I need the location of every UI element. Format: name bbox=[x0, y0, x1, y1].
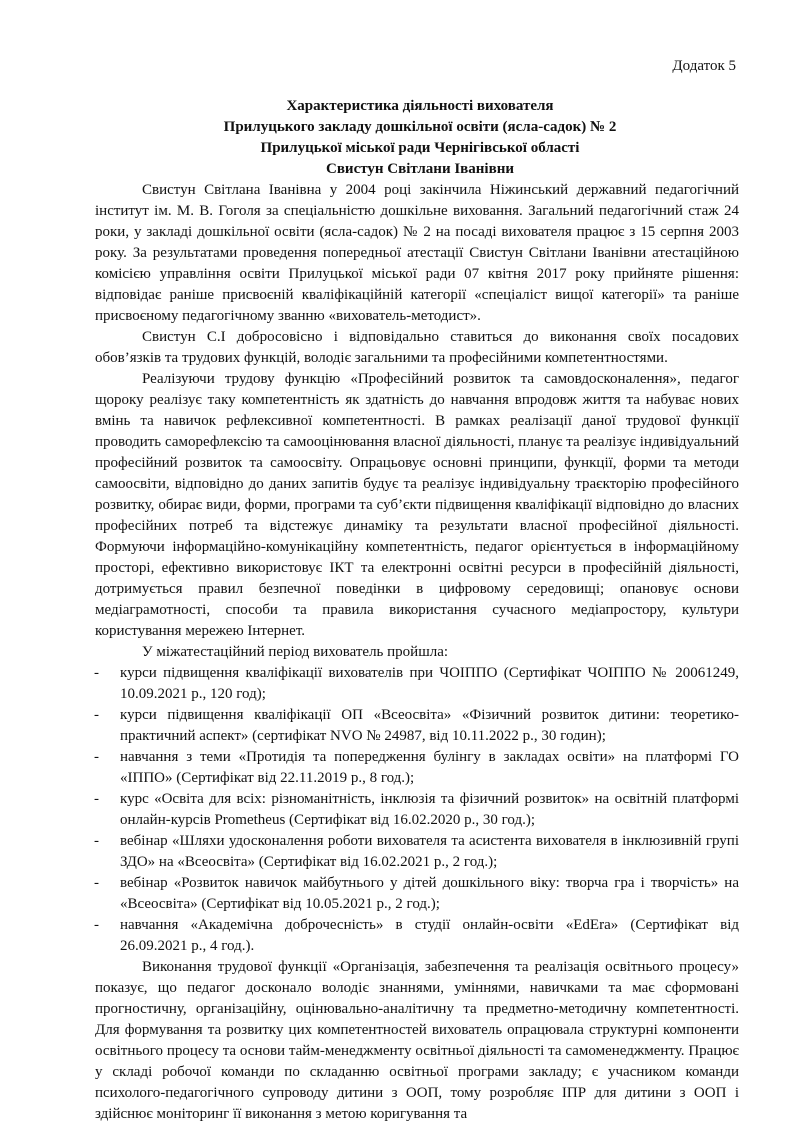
list-marker: - bbox=[94, 665, 99, 681]
list-item-text: навчання «Академічна доброчесність» в студії онлайн-освіти «EdEra» (Сертифікат від 26.09.2021 р., 4 год.). bbox=[120, 917, 739, 954]
list-marker: - bbox=[94, 707, 99, 723]
list-item-text: вебінар «Розвиток навичок майбутнього у дітей дошкільного віку: творча гра і творчість» на «Всеосвіта» (Сертифікат від 10.05.2021 р., 2 год.); bbox=[120, 875, 739, 912]
list-item bbox=[95, 663, 739, 705]
document-title bbox=[100, 96, 740, 180]
list-item-text: курси підвищення кваліфікації вихователів при ЧОІППО (Сертифікат ЧОІППО № 20061249, 10.09.2021 р., 120 год); bbox=[120, 665, 739, 702]
paragraph: Виконання трудової функції «Організація, забезпечення та реалізація освітнього процесу» показує, що педагог досконало володіє знаннями, уміннями, навичками та має сформовані прогностичну, організаційну, оцінювально-аналітичну та предметно-методичну компетентності. Для формування та розвитку цих компетентностей вихователь опрацювала структурні компоненти освітнього процесу та основи тайм-менеджменту освітньої діяльності та самоменеджменту. Працює у складі робочої команди по складанню освітньої програми закладу; є учасником команди психолого-педагогічного супроводу дитини з ООП, тому розробляє ІПР для дитини з ООП і здійснює моніторинг її виконання з метою коригування та bbox=[95, 959, 739, 1122]
paragraph: У міжатестаційний період вихователь пройшла: bbox=[142, 644, 449, 660]
training-list bbox=[95, 663, 739, 957]
paragraph: Свистун С.І добросовісно і відповідально ставиться до виконання своїх посадових обов’язків та трудових функцій, володіє загальними та професійними компетентностями. bbox=[95, 329, 739, 366]
title-line: Характеристика діяльності вихователя bbox=[286, 98, 554, 114]
list-item-text: курс «Освіта для всіх: різноманітність, інклюзія та фізичний розвиток» на освітній платформі онлайн-курсів Prometheus (Сертифікат від 16.02.2020 р., 30 год.); bbox=[120, 791, 739, 828]
list-item bbox=[95, 873, 739, 915]
list-item-text: навчання з теми «Протидія та попередження булінгу в закладах освіти» на платформі ГО «ІППО» (Сертифікат від 22.11.2019 р., 8 год.); bbox=[120, 749, 739, 786]
list-item bbox=[95, 747, 739, 789]
list-marker: - bbox=[94, 875, 99, 891]
title-line: Прилуцького закладу дошкільної освіти (ясла-садок) № 2 bbox=[223, 119, 617, 135]
list-item-text: курси підвищення кваліфікації ОП «Всеосвіта» «Фізичний розвиток дитини: теоретико-практичний аспект» (сертифікат NVO № 24987, від 10.11.2022 р., 30 годин); bbox=[120, 707, 739, 744]
list-item bbox=[95, 705, 739, 747]
list-item bbox=[95, 915, 739, 957]
list-item-text: вебінар «Шляхи удосконалення роботи вихователя та асистента вихователя в інклюзивній групі ЗДО» на «Всеосвіта» (Сертифікат від 16.02.2021 р., 2 год.); bbox=[120, 833, 739, 870]
list-item bbox=[95, 831, 739, 873]
document-body bbox=[95, 180, 739, 1125]
title-line: Прилуцької міської ради Чернігівської області bbox=[260, 140, 580, 156]
paragraph: Свистун Світлана Іванівна у 2004 році закінчила Ніжинський державний педагогічний інститут ім. М. В. Гоголя за спеціальністю дошкільне виховання. Загальний педагогічний стаж 24 роки, у закладі дошкільної освіти (ясла-садок) № 2 на посаді вихователя працює з 15 серпня 2003 року. За результатами проведення попередньої атестації Свистун Світлани Іванівни атестаційною комісією управління освіти Прилуцької міської ради 07 квітня 2017 року прийняте рішення: відповідає раніше присвоєній кваліфікаційній категорії «спеціаліст вищої категорії» та раніше присвоєному педагогічному званню «вихователь-методист». bbox=[95, 182, 739, 324]
list-marker: - bbox=[94, 791, 99, 807]
list-marker: - bbox=[94, 833, 99, 849]
paragraph: Реалізуючи трудову функцію «Професійний розвиток та самовдосконалення», педагог щороку реалізує таку компетентність як здатність до навчання впродовж життя та набуває нових вмінь та навичок рефлексивної компетентності. В рамках реалізації даної трудової функції проводить саморефлексію та самооцінювання власної діяльності, планує та реалізує індивідуальний професійний розвиток та самоосвіту. Опрацьовує основні принципи, функції, форми та методи самоосвіти, відповідно до даних запитів будує та реалізує індивідуальну траєкторію професійного розвитку, обирає види, форми, програми та суб’єкти підвищення кваліфікації відповідно до власних професійних потреб та відстежує динаміку та результати власної професійної діяльності. Формуючи інформаційно-комунікаційну компетентність, педагог орієнтується в інформаційному просторі, ефективно використовує ІКТ та електронні освітні ресурси в професійній діяльності, дотримується правил безпечної поведінки в цифровому середовищі; опановує основи медіаграмотності, способи та правила використання сучасного медіапростору, культури користування мережею Інтернет. bbox=[95, 371, 739, 639]
list-marker: - bbox=[94, 749, 99, 765]
title-line: Свистун Світлани Іванівни bbox=[326, 161, 514, 177]
appendix-label: Додаток 5 bbox=[672, 58, 736, 74]
list-item bbox=[95, 789, 739, 831]
list-marker: - bbox=[94, 917, 99, 933]
